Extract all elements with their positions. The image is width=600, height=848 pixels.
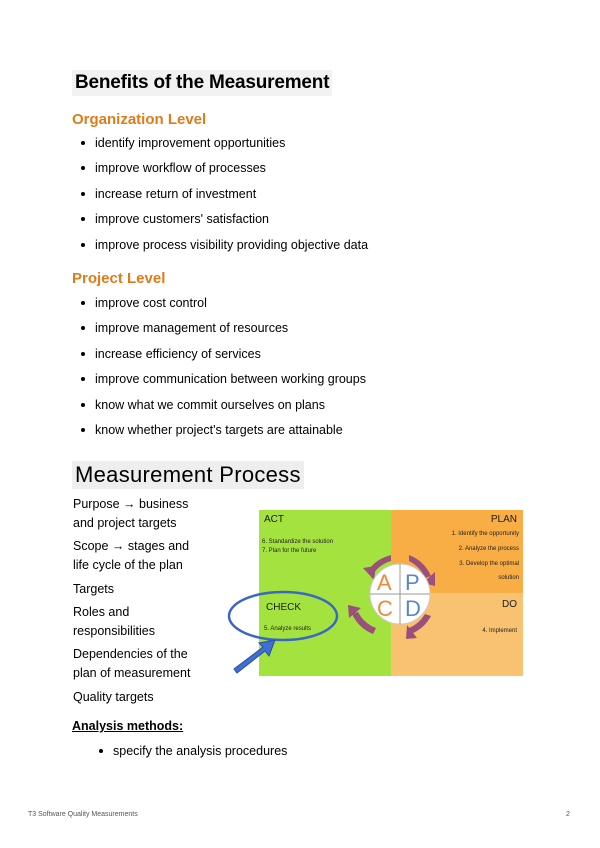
list-item: increase efficiency of services <box>74 345 366 370</box>
act-step: 7. Plan for the future <box>262 548 317 554</box>
highlight-ellipse-icon <box>229 592 337 640</box>
list-item: know whether project's targets are attainable <box>74 421 366 446</box>
organization-level-heading: Organization Level <box>72 111 207 128</box>
check-step: 5. Analyze results <box>264 626 312 632</box>
process-item: Dependencies of the plan of measurement <box>73 647 191 680</box>
project-level-list <box>74 294 366 446</box>
plan-label: PLAN <box>490 514 517 525</box>
list-item: improve cost control <box>74 294 366 319</box>
measurement-process-title: Measurement Process <box>72 461 304 489</box>
list-item: improve process visibility providing objective data <box>74 236 368 261</box>
benefits-title: Benefits of the Measurement <box>72 70 332 96</box>
analysis-methods-list <box>92 742 287 767</box>
list-item: improve customers' satisfaction <box>74 210 368 235</box>
list-item: identify improvement opportunities <box>74 134 368 159</box>
list-item: know what we commit ourselves on plans <box>74 396 366 421</box>
footer-title: T3 Software Quality Measurements <box>28 811 138 818</box>
process-item: Roles and responsibilities <box>73 605 155 638</box>
check-highlight <box>225 585 350 680</box>
process-item: Scope → stages and life cycle of the plan <box>73 539 190 572</box>
list-item: improve workflow of processes <box>74 159 368 184</box>
list-item: improve management of resources <box>74 319 366 344</box>
letter-a: A <box>377 570 392 595</box>
plan-step: 1. Identify the opportunity <box>451 531 519 537</box>
letter-c: C <box>377 596 393 621</box>
page-number: 2 <box>566 811 570 818</box>
plan-step: 2. Analyze the process <box>458 546 519 552</box>
do-step: 4. Implement <box>482 628 517 634</box>
list-item: improve communication between working groups <box>74 370 366 395</box>
plan-step: 3. Develop the optimal <box>459 561 519 567</box>
pointer-arrow-icon <box>234 640 275 673</box>
act-label: ACT <box>264 514 284 525</box>
do-label: DO <box>502 599 517 610</box>
letter-p: P <box>405 570 420 595</box>
letter-d: D <box>405 596 421 621</box>
organization-level-list <box>74 134 368 261</box>
analysis-methods-heading: Analysis methods: <box>72 719 184 733</box>
process-item: Quality targets <box>73 690 154 704</box>
list-item: specify the analysis procedures <box>92 742 287 767</box>
process-item: Purpose → business and project targets <box>73 497 189 530</box>
act-step: 6. Standardize the solution <box>262 539 334 545</box>
check-label: CHECK <box>266 602 302 613</box>
project-level-heading: Project Level <box>72 270 166 287</box>
process-item: Targets <box>73 582 114 596</box>
plan-step: solution <box>498 575 519 581</box>
list-item: increase return of investment <box>74 185 368 210</box>
